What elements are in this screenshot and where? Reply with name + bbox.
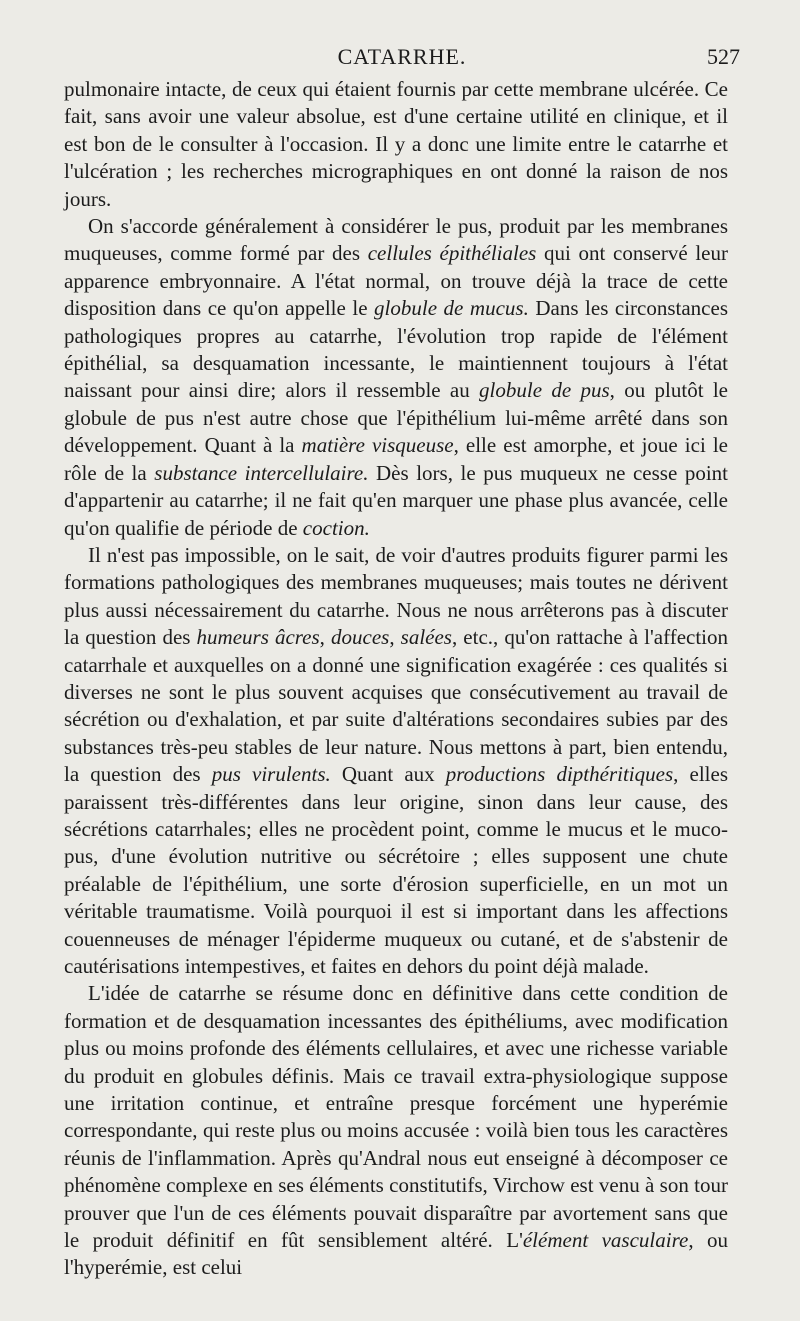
page-header: [64, 44, 740, 74]
italic-text-run: globule de mucus.: [374, 296, 529, 321]
italic-text-run: substance intercellulaire.: [154, 460, 369, 485]
text-run: L'idée de catarrhe se résume donc en définitive dans cette condition de formation et de desquamation incessantes des épithéliums, avec modification plus ou moins profonde des éléments cellulaires, et avec une richesse variable du produit en globules définis. Mais ce travail extra-physiologique suppose une irritation continue, et entraîne presque forcément une hyperémie correspondante, qui reste plus ou moins accusée : voilà bien tous les caractères réunis de l'inflammation. Après qu'Andral nous eut enseigné à décomposer ce phénomène complexe en ses éléments constitutifs, Virchow est venu à son tour prouver que l'un de ces éléments pouvait disparaître par avortement sans que le produit définitif en fût sensiblement altéré. L': [64, 981, 728, 1253]
italic-text-run: cellules épithéliales: [367, 241, 537, 266]
text-run: , etc., qu'on rattache à l'affection catarrhale et auxquelles on a donné une signification exagérée : ces qualités si diverses ne sont le plus souvent acquises que consécutivement au travail de sécrétion ou d'exhalation, et par suite d'altérations secondaires subies par des substances très-peu stables de leur nature. Nous mettons à part, bien entendu, la question des: [64, 625, 729, 787]
paragraph: [64, 980, 728, 1281]
text-run: , ou l'hyperémie, est celui: [64, 1228, 729, 1280]
text-run: , ou plutôt le globule de pus n'est autre chose que l'épithélium lui-même arrêté dans son développement. Quant à la: [64, 378, 728, 458]
italic-text-run: salées: [400, 625, 452, 650]
italic-text-run: pus virulents.: [211, 762, 331, 787]
italic-text-run: productions dipthéritiques: [445, 762, 674, 787]
italic-text-run: globule de pus: [479, 378, 610, 403]
paragraph: [64, 542, 728, 981]
text-run: qui ont conservé leur apparence embryonnaire. A l'état normal, on trouve déjà la trace de cette disposition dans ce qu'on appelle le: [64, 241, 728, 321]
text-run: ,: [319, 625, 331, 650]
italic-text-run: matière visqueuse: [301, 433, 454, 458]
text-run: , elle est amorphe, et joue ici le rôle de la: [64, 433, 728, 485]
paragraph: [64, 76, 728, 213]
paragraph: [64, 213, 728, 542]
text-run: ,: [389, 625, 401, 650]
italic-text-run: élément vasculaire: [522, 1228, 689, 1253]
body-text: [64, 76, 728, 1282]
text-run: On s'accorde généralement à considérer le pus, produit par les membranes muqueuses, comme formé par des: [64, 214, 728, 266]
italic-text-run: douces: [331, 625, 390, 650]
text-run: Dès lors, le pus muqueux ne cesse point d'appartenir au catarrhe; il ne fait qu'en marquer une phase plus avancée, celle qu'on qualifie de période de: [64, 460, 729, 540]
running-head: CATARRHE.: [337, 44, 467, 69]
text-run: Quant aux: [330, 762, 446, 787]
text-run: Dans les circonstances pathologiques propres au catarrhe, l'évolution trop rapide de l'élément épithélial, sa desquamation incessante, le maintiennent toujours à l'état naissant pour ainsi dire; alors il ressemble au: [64, 296, 728, 403]
page-number: 527: [707, 44, 740, 69]
text-run: pulmonaire intacte, de ceux qui étaient fournis par cette membrane ulcérée. Ce fait, sans avoir une valeur absolue, est d'une certaine utilité en clinique, et il est bon de le consulter à l'occasion. Il y a donc une limite entre le catarrhe et l'ulcération ; les recherches micrographiques en ont donné la raison de nos jours.: [64, 77, 728, 211]
text-run: , elles paraissent très-différentes dans leur origine, sinon dans leur cause, des sécrétions catarrhales; elles ne procèdent point, comme le mucus et le muco-pus, d'une évolution nutritive ou sécrétoire ; elles supposent une chute préalable de l'épithélium, une sorte d'érosion superficielle, en un mot un véritable traumatisme. Voilà pourquoi il est si important dans les affections couenneuses de ménager l'épiderme muqueux ou cutané, et de s'abstenir de cautérisations intempestives, et faites en dehors du point déjà malade.: [64, 762, 728, 978]
italic-text-run: coction.: [302, 515, 370, 540]
text-run: Il n'est pas impossible, on le sait, de voir d'autres produits figurer parmi les formations pathologiques des membranes muqueuses; mais toutes ne dérivent plus aussi nécessairement du catarrhe. Nous ne nous arrêterons pas à discuter la question des: [64, 542, 728, 650]
italic-text-run: humeurs âcres: [196, 625, 320, 650]
